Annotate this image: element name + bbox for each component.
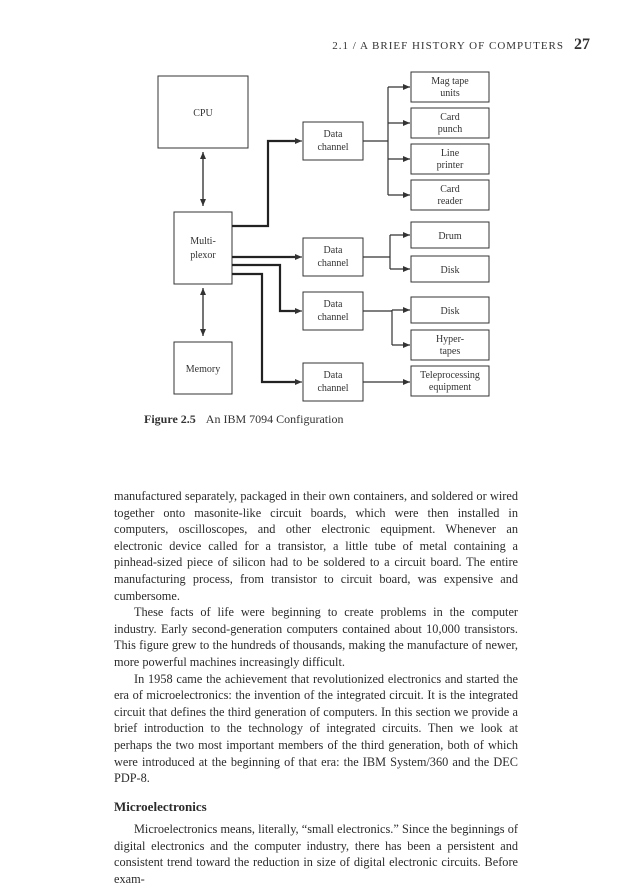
page-number: 27: [574, 36, 590, 53]
data-channel-3-label-1: Data: [323, 299, 343, 310]
device-card-reader-label-2: reader: [437, 196, 463, 207]
data-channel-3-box: [303, 292, 363, 330]
data-channel-4-box: [303, 363, 363, 401]
data-channel-1-box: [303, 122, 363, 160]
mux-to-channel-1-path: [232, 141, 298, 226]
figure-caption: [144, 412, 343, 427]
device-teleprocessing-label-2: equipment: [428, 382, 472, 393]
memory-label: Memory: [185, 364, 221, 375]
multiplexor-label-2: plexor: [190, 250, 216, 261]
device-card-punch-label-1: Card: [440, 112, 460, 123]
device-card-punch-label-2: punch: [437, 124, 463, 135]
device-disk-1-label: Disk: [440, 265, 460, 276]
device-mag-tape-label-2: units: [440, 88, 460, 99]
ibm-7094-diagram: [0, 0, 638, 420]
device-hypertapes-label-1: Hyper-: [435, 334, 465, 345]
cpu-label: CPU: [193, 108, 213, 119]
data-channel-4-label-1: Data: [323, 370, 343, 381]
device-line-printer-label-2: printer: [436, 160, 464, 171]
figure-caption-text: An IBM 7094 Configuration: [205, 412, 344, 426]
data-channel-2-box: [303, 238, 363, 276]
multiplexor-box: [174, 212, 232, 284]
multiplexor-label-1: Multi-: [190, 236, 216, 247]
figure-label: Figure 2.5: [144, 412, 196, 426]
device-hypertapes-label-2: tapes: [439, 346, 461, 357]
device-mag-tape-label-1: Mag tape: [431, 76, 469, 87]
mux-to-channel-3-path: [232, 265, 298, 311]
device-teleprocessing-label-1: Teleprocessing: [420, 370, 480, 381]
data-channel-2-label-1: Data: [323, 245, 343, 256]
data-channel-3-label-2: channel: [317, 312, 349, 323]
device-card-reader-label-1: Card: [440, 184, 460, 195]
running-head-title: 2.1 / A BRIEF HISTORY OF COMPUTERS: [332, 40, 564, 52]
data-channel-2-label-2: channel: [317, 258, 349, 269]
data-channel-4-label-2: channel: [317, 383, 349, 394]
mux-to-channel-4-path: [232, 274, 298, 382]
data-channel-1-label-1: Data: [323, 129, 343, 140]
body-text: [114, 488, 518, 888]
data-channel-1-label-2: channel: [317, 142, 349, 153]
device-line-printer-label-1: Line: [440, 148, 460, 159]
section-heading: Microelectronics: [114, 798, 207, 814]
paragraph-1: manufactured separately, packaged in their own containers, and soldered or wired together onto masonite-like circuit boards, which were then installed in computers, oscilloscopes, and other electronic equipment. Whenever an electronic device called for a transistor, a little tube of metal containing a pinhead-sized piece of silicon had to be soldered to a circuit board. The entire manufacturing process, from transistor to circuit board, was expensive and cumbersome.: [114, 489, 518, 603]
paragraph-3: In 1958 came the achievement that revolutionized electronics and started the era of microelectronics: the invention of the integrated circuit. It is the integrated circuit that defines the third generation of computers. In this section we provide a brief introduction to the technology of integrated circuits. Then we look at perhaps the two most important members of the third generation, both of which were introduced at the beginning of that era: the IBM System/360 and the DEC PDP-8.: [114, 671, 518, 786]
device-drum-label: Drum: [438, 231, 462, 242]
paragraph-4: Microelectronics means, literally, “small electronics.” Since the beginnings of digital electronics and the computer industry, there has been a persistent and consistent trend toward the reduction in size of digital electronic circuits. Before exam-: [114, 822, 518, 887]
paragraph-2: These facts of life were beginning to create problems in the computer industry. Early second-generation computers contained about 10,000 transistors. This figure grew to the hundreds of thousands, making the manufacture of newer, more powerful machines increasingly difficult.: [114, 605, 518, 669]
device-disk-2-label: Disk: [440, 306, 460, 317]
